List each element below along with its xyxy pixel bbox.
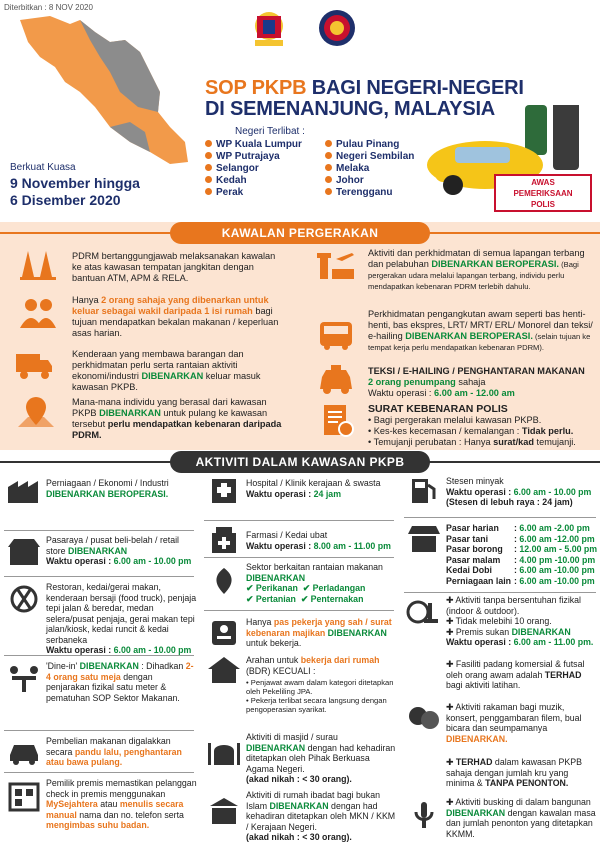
activity-wfh: Arahan untuk bekerja dari rumah (BDR) KECUALI : • Penjawat awam dalam kategori ditetapkan oleh Pekeliling JPA. • Pekerja terlibat secara langsung dengan pengoperasian syarikat. xyxy=(246,655,394,714)
map-pin-icon xyxy=(16,395,56,429)
hospital-icon xyxy=(206,475,242,505)
activity-food-sector: Sektor berkaitan rantaian makanan DIBENARKAN ✔ Perikanan ✔ Perladangan ✔ Pertanian ✔ Penternakan xyxy=(246,562,383,604)
activity-hospital: Hospital / Klinik kerajaan & swasta Waktu operasi : 24 jam xyxy=(246,478,381,499)
table-row: Pasar malam : 4.00 pm -10.00 pm xyxy=(446,554,596,565)
activity-recording: ✚ Aktiviti rakaman bagi muzik, konsert, penggambaran filem, bual bicara dan seumpamanya DIBENARKAN. xyxy=(446,702,582,744)
store-icon xyxy=(6,537,42,567)
divider xyxy=(4,530,194,531)
people-icon xyxy=(18,296,58,330)
state-item: Negeri Sembilan xyxy=(325,151,445,162)
rule-police-letter: SURAT KEBENARAN POLIS • Bagi pergerakan melalui kawasan PKPB. • Kes-kes kecemasan / kemalangan : Tidak perlu. • Temujanji perubatan : Hanya surat/kad temujanji. xyxy=(368,403,576,447)
pharmacy-icon xyxy=(206,525,242,555)
state-item: Selangor xyxy=(205,163,325,174)
rule-return-home: Mana-mana individu yang berasal dari kawasan PKPB DIBENARKAN untuk pulang ke kawasan tersebut perlu mendapatkan kebenaran daripada PDRM. xyxy=(72,397,282,440)
traffic-cone-icon xyxy=(18,247,58,281)
divider xyxy=(204,610,394,611)
activity-mosque: Aktiviti di masjid / surau DIBENARKAN dengan had kehadiran ditetapkan oleh Pihak Berkuasa Agama Negeri. (akad nikah : < 30 orang). xyxy=(246,732,396,784)
activity-pharmacy: Farmasi / Kedai ubat Waktu operasi : 8.00 am - 11.00 pm xyxy=(246,530,391,551)
table-row: Perniagaan lain : 6.00 am -10.00 pm xyxy=(446,575,595,586)
factory-icon xyxy=(6,475,42,505)
qr-checkin-icon xyxy=(6,782,42,812)
taxi-icon xyxy=(316,363,356,397)
bus-icon xyxy=(316,318,356,352)
activity-business: Perniagaan / Ekonomi / Industri DIBENARKAN BEROPERASI. xyxy=(46,478,169,499)
police-checkpoint-illustration xyxy=(425,105,595,223)
restaurant-icon xyxy=(6,584,42,614)
divider xyxy=(4,576,194,577)
state-item: Terengganu xyxy=(325,187,445,198)
table-row: Pasar harian : 6.00 am -2.00 pm xyxy=(446,523,590,533)
rule-household: Hanya 2 orang sahaja yang dibenarkan untuk keluar sebagai wakil daripada 1 isi rumah bagi tujuan mendapatkan bekalan makanan / keperluan asas harian. xyxy=(72,295,279,338)
mosque-icon xyxy=(206,737,242,767)
state-item: Pulau Pinang xyxy=(325,139,445,150)
effective-label: Berkuat Kuasa xyxy=(10,162,76,173)
activity-dine-in: 'Dine-in' DIBENARKAN : Dihadkan 2- 4 orang satu meja dengan penjarakan fizikal satu meter & pematuhan SOP Sektor Makanan. xyxy=(46,661,194,703)
document-icon xyxy=(316,403,356,437)
states-list xyxy=(205,139,445,198)
state-item: Melaka xyxy=(325,163,445,174)
effective-dates: 9 November hingga 6 Disember 2020 xyxy=(10,175,140,208)
work-from-home-icon xyxy=(206,655,242,685)
truck-icon xyxy=(14,348,54,382)
divider xyxy=(404,517,596,518)
state-item: Johor xyxy=(325,175,445,186)
nsc-logo-icon xyxy=(315,6,359,54)
worker-pass-icon xyxy=(206,617,242,647)
activity-sports: ✚ Aktiviti tanpa bersentuhan fizikal (indoor & outdoor). ✚ Tidak melebihi 10 orang. ✚ Premis sukan DIBENARKAN Waktu operasi : 6.00 am - 11.00 pm. xyxy=(446,595,594,647)
divider xyxy=(204,557,394,558)
sign-line1: AWAS xyxy=(531,178,555,187)
activity-work-pass: Hanya pas pekerja yang sah / surat kebenaran majikan DIBENARKAN untuk bekerja. xyxy=(246,617,392,648)
activity-futsal: ✚ Fasiliti padang komersial & futsal oleh orang awam adalah TERHAD bagi aktiviti latihan. xyxy=(446,659,585,690)
section-banner-aktiviti: AKTIVITI DALAM KAWASAN PKPB xyxy=(170,451,430,473)
malaysia-emblem-icon xyxy=(247,6,291,54)
state-item: WP Putrajaya xyxy=(205,151,325,162)
divider xyxy=(404,592,596,593)
theatre-masks-icon xyxy=(406,703,442,733)
fuel-station-icon xyxy=(406,475,442,505)
rule-airport: Aktiviti dan perkhidmatan di semua lapangan terbang dan pelabuhan DIBENARKAN BEROPERASI. (Bagi pergerakan udara melalui lapangan terbang, individu perlu mendapatkan kebenaran PDRM terlebih dahulu. xyxy=(368,248,585,291)
activity-takeaway: Pembelian makanan digalakkan secara pandu lalu, penghantaran atau bawa pulang. xyxy=(46,736,182,767)
rule-taxi: TEKSI / E-HAILING / PENGHANTARAN MAKANAN 2 orang penumpang sahaja Waktu operasi : 6.00 am - 12.00 am xyxy=(368,366,585,398)
dine-in-icon xyxy=(6,664,42,694)
publish-date: Diterbitkan : 8 NOV 2020 xyxy=(4,3,93,12)
table-row: Pasar tani : 6.00 am -12.00 pm xyxy=(446,533,595,544)
sign-line3: POLIS xyxy=(530,200,556,209)
divider xyxy=(4,730,194,731)
sign-line2: PEMERIKSAAN xyxy=(513,189,573,198)
activity-limited: ✚ TERHAD dalam kawasan PKPB sahaja dengan jumlah kru yang minima & TANPA PENONTON. xyxy=(446,757,582,788)
peninsular-map-icon xyxy=(10,12,200,172)
divider xyxy=(204,520,394,521)
activity-fuel: Stesen minyak Waktu operasi : 6.00 am - 10.00 pm (Stesen di lebuh raya : 24 jam) xyxy=(446,476,592,507)
activity-supermarket: Pasaraya / pusat beli-belah / retail store DIBENARKAN Waktu operasi : 6.00 am - 10.00 pm xyxy=(46,535,192,566)
busking-icon xyxy=(406,800,442,830)
table-row: Kedai Dobi : 6.00 am -10.00 pm xyxy=(446,565,595,575)
table-row: Pasar borong : 12.00 am - 5.00 pm xyxy=(446,544,598,554)
temple-icon xyxy=(206,796,242,826)
rule-goods-vehicles: Kenderaan yang membawa barangan dan perkhidmatan perlu serta rantaian aktiviti ekonomi/industri DIBENARKAN keluar masuk kawasan PKPB. xyxy=(72,349,261,392)
page-title: SOP PKPB BAGI NEGERI-NEGERI DI SEMENANJUNG, MALAYSIA xyxy=(205,77,524,120)
activity-busking: ✚ Aktiviti busking di dalam bangunan DIBENARKAN dengan kawalan masa dan jumlah penonton yang ditetapkan KKMM. xyxy=(446,797,596,839)
header-area xyxy=(0,0,600,232)
section-banner-kawalan: KAWALAN PERGERAKAN xyxy=(170,222,430,244)
states-heading: Negeri Terlibat : xyxy=(235,126,305,137)
drive-thru-icon xyxy=(6,735,42,765)
market-stall-icon xyxy=(406,524,442,554)
activity-worship: Aktiviti di rumah ibadat bagi bukan Islam DIBENARKAN dengan had kehadiran ditetapkan oleh MKN / KKM / Kerajaan Negeri. (akad nikah : < 30 orang). xyxy=(246,790,396,842)
rule-pdrm: PDRM bertanggungjawab melaksanakan kawalan ke atas kawasan tempatan jangkitan dengan bantuan ATM, APM & RELA. xyxy=(72,251,276,283)
sector-item: ✔ xyxy=(246,583,256,593)
food-chain-icon xyxy=(206,566,242,596)
state-item: WP Kuala Lumpur xyxy=(205,139,325,150)
airport-icon xyxy=(316,247,356,281)
state-item: Perak xyxy=(205,187,325,198)
divider xyxy=(4,772,194,773)
rule-public-transport: Perkhidmatan pengangkutan awam seperti bas henti-henti, bas ekspres, LRT/ MRT/ ERL/ Monorel dan teksi/ e-hailing DIBENARKAN BEROPERASI. (selain tujuan ke tempat kerja perlu mendapatkan kebenaran PDRM). xyxy=(368,309,593,352)
sports-icon xyxy=(406,597,442,627)
market-hours-table xyxy=(446,523,598,586)
state-item: Kedah xyxy=(205,175,325,186)
activity-checkin: Pemilik premis memastikan pelanggan check in premis menggunakan MySejahtera atau menulis secara manual nama dan no. telefon serta mengimbas suhu badan. xyxy=(46,778,197,830)
activity-restaurant: Restoran, kedai/gerai makan, kenderaan bersaji (food truck), penjaja tepi jalan & beredar, medan selera/pusat penjaja, gerai makan tepi jalan/kiosk, kedai runcit & kedai serbaneka Waktu operasi : 6.00 am - 10.00 pm xyxy=(46,582,197,655)
